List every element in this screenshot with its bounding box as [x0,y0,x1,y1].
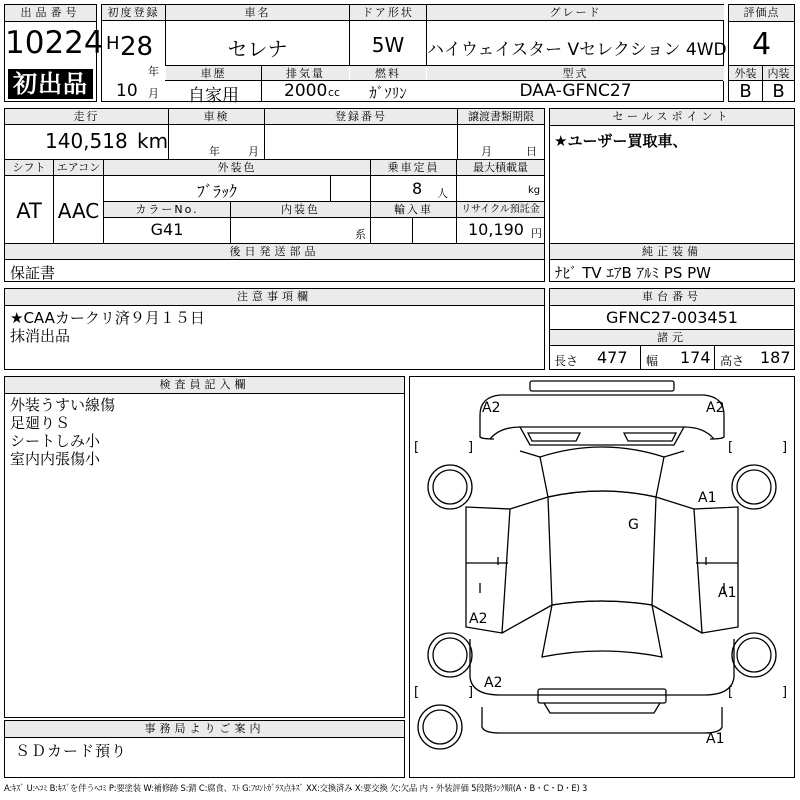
delivery-parts: 保証書 [10,264,56,282]
height: 187 [760,348,791,367]
year-unit: 年 [148,65,159,78]
score-label: 評価点 [729,5,794,22]
recycle-amount: 10,190 [468,220,524,239]
bracket: ] [468,685,474,700]
damage-diagram [409,376,795,778]
model-label: 型式 [427,66,724,81]
lot-box [4,4,104,102]
damage-mark: A2 [469,611,488,627]
damage-mark: A1 [706,731,725,747]
shift: AT [16,199,42,223]
damage-mark: A2 [484,675,503,691]
era: H [106,33,120,54]
model: DAA-GFNC27 [519,81,632,101]
grade-label: グレード [427,5,724,20]
first-reg-year: 28 [120,32,154,62]
mileage-unit: km [137,129,169,153]
history-label: 車歴 [166,66,261,81]
intcolor-unit: 系 [355,228,366,241]
ac: AAC [57,199,100,223]
width-label: 幅 [646,354,659,368]
color-no: G41 [150,220,184,239]
car-name: セレナ [227,37,288,61]
fuel: ｶﾞｿﾘﾝ [369,84,407,102]
inspector-box [4,376,405,718]
exterior-label: 外装 [729,66,762,81]
color: ﾌﾞﾗｯｸ [196,182,237,201]
bracket: [ [414,440,420,455]
damage-mark: A2 [706,400,725,416]
interior-score: B [772,81,785,102]
exterior-score: B [739,81,752,102]
notes-line: ★CAAカークリ済９月１５日 [10,309,205,327]
first-listing-badge: 初出品 [8,69,93,99]
inspector-line: 足廻りＳ [10,414,71,432]
bracket: ] [782,685,788,700]
mileage: 140,518 [45,129,128,153]
reg-label: 初度登録 [102,5,165,20]
capacity-label: 乗車定員 [371,160,456,175]
insp-month-unit: 月 [248,145,259,158]
height-label: 高さ [720,354,745,368]
width: 174 [680,348,711,367]
recycle-label: リサイクル預託金 [457,202,544,217]
equip-label: 純正装備 [550,244,794,259]
recycle-unit: 円 [531,227,542,240]
office-box [4,720,405,778]
capacity-unit: 人 [437,187,448,200]
bracket: ] [468,440,474,455]
intcolor-label: 内装色 [231,202,370,217]
name-label: 車名 [166,5,349,20]
length-label: 長さ [554,354,579,368]
inspector-line: 外装うすい線傷 [10,396,116,414]
transfer-label: 譲渡書類期限 [458,109,544,124]
regno-label: 登録番号 [265,109,457,124]
month-unit: 月 [148,87,159,100]
length: 477 [597,348,628,367]
inspector-label: 検査員記入欄 [5,377,404,394]
load-label: 最大積載量 [457,160,544,175]
import-label: 輸入車 [371,202,456,217]
displacement-label: 排気量 [262,66,349,81]
displacement: 2000 [284,81,328,101]
chassis-number: GFNC27-003451 [606,308,738,327]
bracket: [ [414,685,420,700]
sales-point: ★ユーザー買取車、 [554,132,688,150]
vehicle-details [4,108,545,282]
equipment: ﾅﾋﾞ TV ｴｱB ｱﾙﾐ PS PW [555,264,711,282]
insp-year-unit: 年 [209,145,220,158]
mileage-label: 走行 [5,109,168,124]
spec-label: 諸元 [550,330,794,345]
damage-legend: A:ｷｽﾞ U:ﾍｺﾐ B:ｷｽﾞを伴うﾍｺﾐ P:要塗装 W:補修跡 S:錆 C:腐食、ｽﾄ G:ﾌﾛﾝﾄｶﾞﾗｽ点ｷｽﾞ XX:交換済み X:要交換 欠:欠品 内・外装評価 5段階ﾗﾝｸ順(A・B・C・D・E) 3 [4,783,588,793]
inspector-line: シートしみ小 [10,432,101,450]
sales-point-box [549,108,795,282]
interior-label: 内装 [763,66,794,81]
chassis-label: 車台番号 [550,289,794,306]
damage-mark: A1 [718,585,737,601]
door-label: ドア形状 [350,5,426,20]
chassis-box [549,288,795,370]
score: 4 [751,27,772,62]
lot-label: 出品番号 [5,5,96,22]
transfer-day-unit: 日 [526,145,537,158]
damage-mark: G [628,517,639,533]
grade: ハイウェイスター Vセレクション 4WD [427,40,727,60]
inspection-label: 車検 [169,109,264,124]
delivery-label: 後日発送部品 [5,244,544,259]
fuel-label: 燃料 [350,66,426,81]
color-label: 外装色 [104,160,370,175]
colorno-label: カラーNo. [104,202,230,217]
shift-label: シフト [5,160,53,175]
ac-label: エアコン [54,160,103,175]
displacement-unit: cc [328,86,341,99]
first-reg-month: 10 [116,81,138,101]
car-outline [410,377,794,777]
bracket: [ [728,440,734,455]
load-unit: kg [528,185,541,196]
notes-box [4,288,545,370]
notes-line: 抹消出品 [10,327,71,345]
lot-number: 10224 [5,25,104,61]
sales-label: セールスポイント [550,109,794,126]
transfer-month-unit: 月 [481,145,492,158]
office-text: ＳＤカード預り [15,742,128,760]
history: 自家用 [188,86,239,106]
score-box [728,4,795,102]
notes-lines [10,309,205,345]
inspector-lines [10,396,115,468]
vehicle-header [101,4,727,106]
door-type: 5W [371,33,405,57]
inspector-line: 室内内張傷小 [10,450,101,468]
bracket: ] [782,440,788,455]
damage-mark: A2 [482,400,501,416]
notes-label: 注意事項欄 [5,289,544,306]
capacity: 8 [412,179,423,198]
damage-mark: A1 [698,490,717,506]
bracket: [ [728,685,734,700]
office-label: 事務局よりご案内 [5,721,404,738]
